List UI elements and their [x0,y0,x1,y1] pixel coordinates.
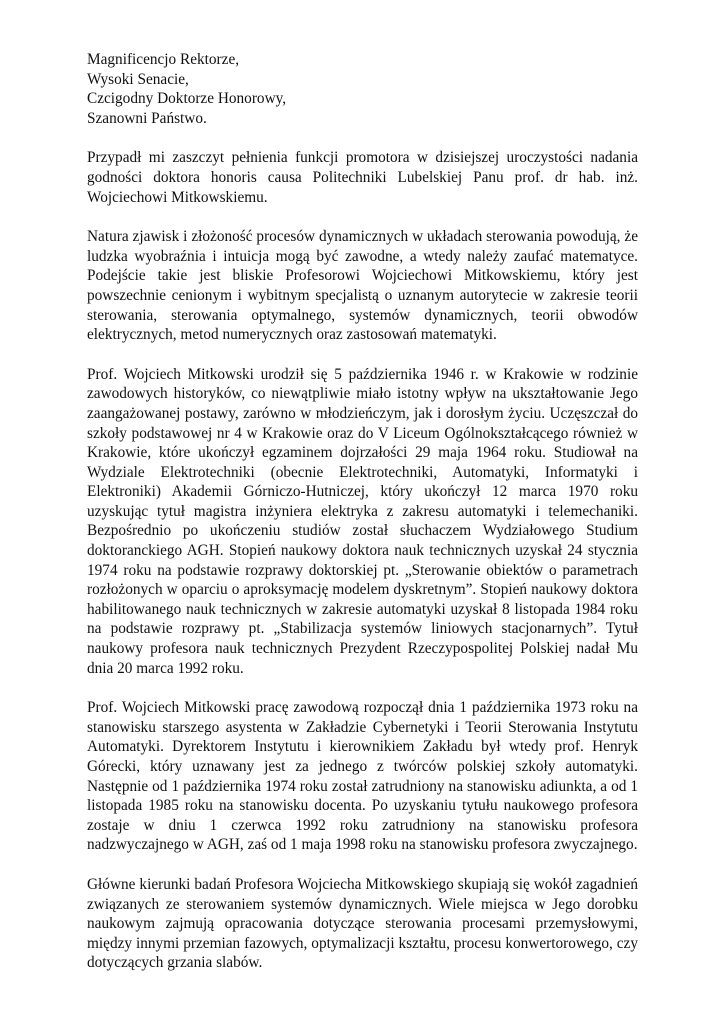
paragraph-introduction: Przypadł mi zaszczyt pełnienia funkcji promotora w dzisiejszej uroczystości nadania godności doktora honoris causa Politechniki Lubelskiej Panu prof. dr hab. inż. Wojciechowi Mitkowskiemu. [87,149,638,206]
document-page [87,50,638,993]
salutation-line-honorary-doctor: Czcigodny Doktorze Honorowy, [87,90,287,108]
paragraph-career: Prof. Wojciech Mitkowski pracę zawodową rozpoczął dnia 1 października 1973 roku na stanowisku starszego asystenta w Zakładzie Cybernetyki i Teorii Sterowania Instytutu Automatyki. Dyrektorem Instytutu i kierownikiem Zakładu był wtedy prof. Henryk Górecki, który uznawany jest za jednego z twórców polskiej szkoły automatyki. Następnie od 1 października 1974 roku został zatrudniony na stanowisku adiunkta, a od 1 listopada 1985 roku na stanowisku docenta. Po uzyskaniu tytułu naukowego profesora zostaje w dniu 1 czerwca 1992 roku zatrudniony na stanowisku profesora nadzwyczajnego w AGH, zaś od 1 maja 1998 roku na stanowisku profesora zwyczajnego. [87,699,638,854]
paragraph-biography: Prof. Wojciech Mitkowski urodził się 5 października 1946 r. w Krakowie w rodzinie zawodowych historyków, co niewątpliwie miało istotny wpływ na ukształtowanie Jego zaangażowanej postawy, zarówno w młodzieńczym, jak i dorosłym życiu. Uczęszczał do szkoły podstawowej nr 4 w Krakowie oraz do V Liceum Ogólnokształcącego również w Krakowie, które ukończył egzaminem dojrzałości 29 maja 1964 roku. Studiował na Wydziale Elektrotechniki (obecnie Elektrotechniki, Automatyki, Informatyki i Elektroniki) Akademii Górniczo-Hutniczej, który ukończył 12 marca 1970 roku uzyskując tytuł magistra inżyniera elektryka z zakresu automatyki i telemechaniki. Bezpośrednio po ukończeniu studiów został słuchaczem Wydziałowego Studium doktoranckiego AGH. Stopień naukowy doktora nauk technicznych uzyskał 24 stycznia 1974 roku na podstawie rozprawy doktorskiej pt. „Sterowanie obiektów o parametrach rozłożonych w oparciu o aproksymację modelem dyskretnym”. Stopień naukowy doktora habilitowanego nauk technicznych w zakresie automatyki uzyskał 8 listopada 1984 roku na podstawie rozprawy pt. „Stabilizacja systemów liniowych stacjonarnych”. Tytuł naukowy profesora nauk technicznych Prezydent Rzeczypospolitej Polskiej nadał Mu dnia 20 marca 1992 roku. [87,365,638,677]
salutation-line-rector: Magnificencjo Rektorze, [87,51,240,68]
paragraph-research-field: Natura zjawisk i złożoność procesów dynamicznych w układach sterowania powodują, że ludzka wyobraźnia i intuicja mogą być zawodne, a wtedy należy zaufać matematyce. Podejście takie jest bliskie Profesorowi Wojciechowi Mitkowskiemu, który jest powszechnie cenionym i wybitnym specjalistą o uznanym autorytecie w zakresie teorii sterowania, sterowania optymalnego, systemów dynamicznych, teorii obwodów elektrycznych, metod numerycznych oraz zastosowań matematyki. [87,228,638,344]
salutation-block [87,50,638,128]
salutation-line-audience: Szanowni Państwo. [87,109,207,127]
salutation-line-senate: Wysoki Senacie, [87,70,189,88]
paragraph-research-directions: Główne kierunki badań Profesora Wojciecha Mitkowskiego skupiają się wokół zagadnień związanych ze sterowaniem systemów dynamicznych. Wiele miejsca w Jego dorobku naukowym zajmują opracowania dotyczące sterowania procesami przemysłowymi, między innymi przemian fazowych, optymalizacji kształtu, procesu konwertorowego, czy dotyczących grzania slabów. [87,875,638,972]
